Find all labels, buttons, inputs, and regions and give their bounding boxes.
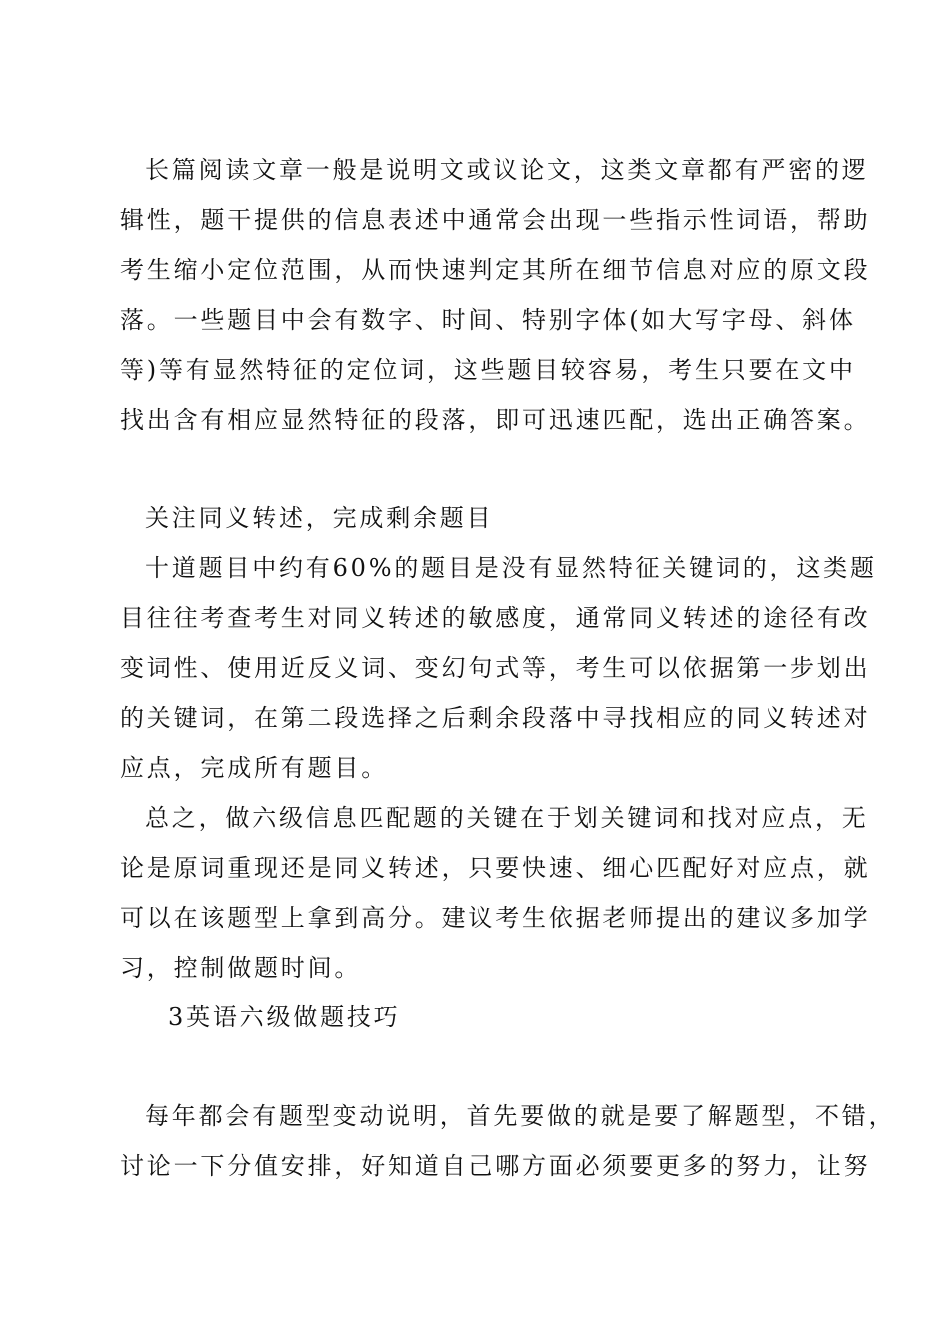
paragraph-4-line-2: 讨论一下分值安排，好知道自己哪方面必须要更多的努力，让努 bbox=[120, 1152, 871, 1180]
paragraph-1-line-1: 长篇阅读文章一般是说明文或议论文，这类文章都有严密的逻 bbox=[145, 156, 869, 184]
section-heading-synonym: 关注同义转述，完成剩余题目 bbox=[145, 504, 494, 532]
section-heading-tips: 3英语六级做题技巧 bbox=[168, 1003, 401, 1031]
paragraph-2-line-3: 变词性、使用近反义词、变幻句式等，考生可以依据第一步划出 bbox=[120, 654, 871, 682]
paragraph-1-line-2: 辑性，题干提供的信息表述中通常会出现一些指示性词语，帮助 bbox=[120, 206, 871, 234]
paragraph-1-line-4: 落。一些题目中会有数字、时间、特别字体(如大写字母、斜体 bbox=[120, 306, 856, 334]
paragraph-3-line-2: 论是原词重现还是同义转述，只要快速、细心匹配好对应点，就 bbox=[120, 854, 871, 882]
paragraph-2-line-5: 应点，完成所有题目。 bbox=[120, 754, 388, 782]
paragraph-2-line-2: 目往往考查考生对同义转述的敏感度，通常同义转述的途径有改 bbox=[120, 604, 871, 632]
paragraph-3-line-3: 可以在该题型上拿到高分。建议考生依据老师提出的建议多加学 bbox=[120, 904, 871, 932]
paragraph-1-line-6: 找出含有相应显然特征的段落，即可迅速匹配，选出正确答案。 bbox=[120, 406, 871, 434]
paragraph-2-line-4: 的关键词，在第二段选择之后剩余段落中寻找相应的同义转述对 bbox=[120, 704, 871, 732]
paragraph-1-line-3: 考生缩小定位范围，从而快速判定其所在细节信息对应的原文段 bbox=[120, 256, 871, 284]
paragraph-2-line-1: 十道题目中约有60%的题目是没有显然特征关键词的，这类题 bbox=[145, 554, 877, 582]
paragraph-3-line-4: 习，控制做题时间。 bbox=[120, 954, 362, 982]
paragraph-1-line-5: 等)等有显然特征的定位词，这些题目较容易，考生只要在文中 bbox=[120, 356, 856, 384]
paragraph-4-line-1: 每年都会有题型变动说明，首先要做的就是要了解题型，不错， bbox=[145, 1102, 896, 1130]
paragraph-3-line-1: 总之，做六级信息匹配题的关键在于划关键词和找对应点，无 bbox=[145, 804, 869, 832]
